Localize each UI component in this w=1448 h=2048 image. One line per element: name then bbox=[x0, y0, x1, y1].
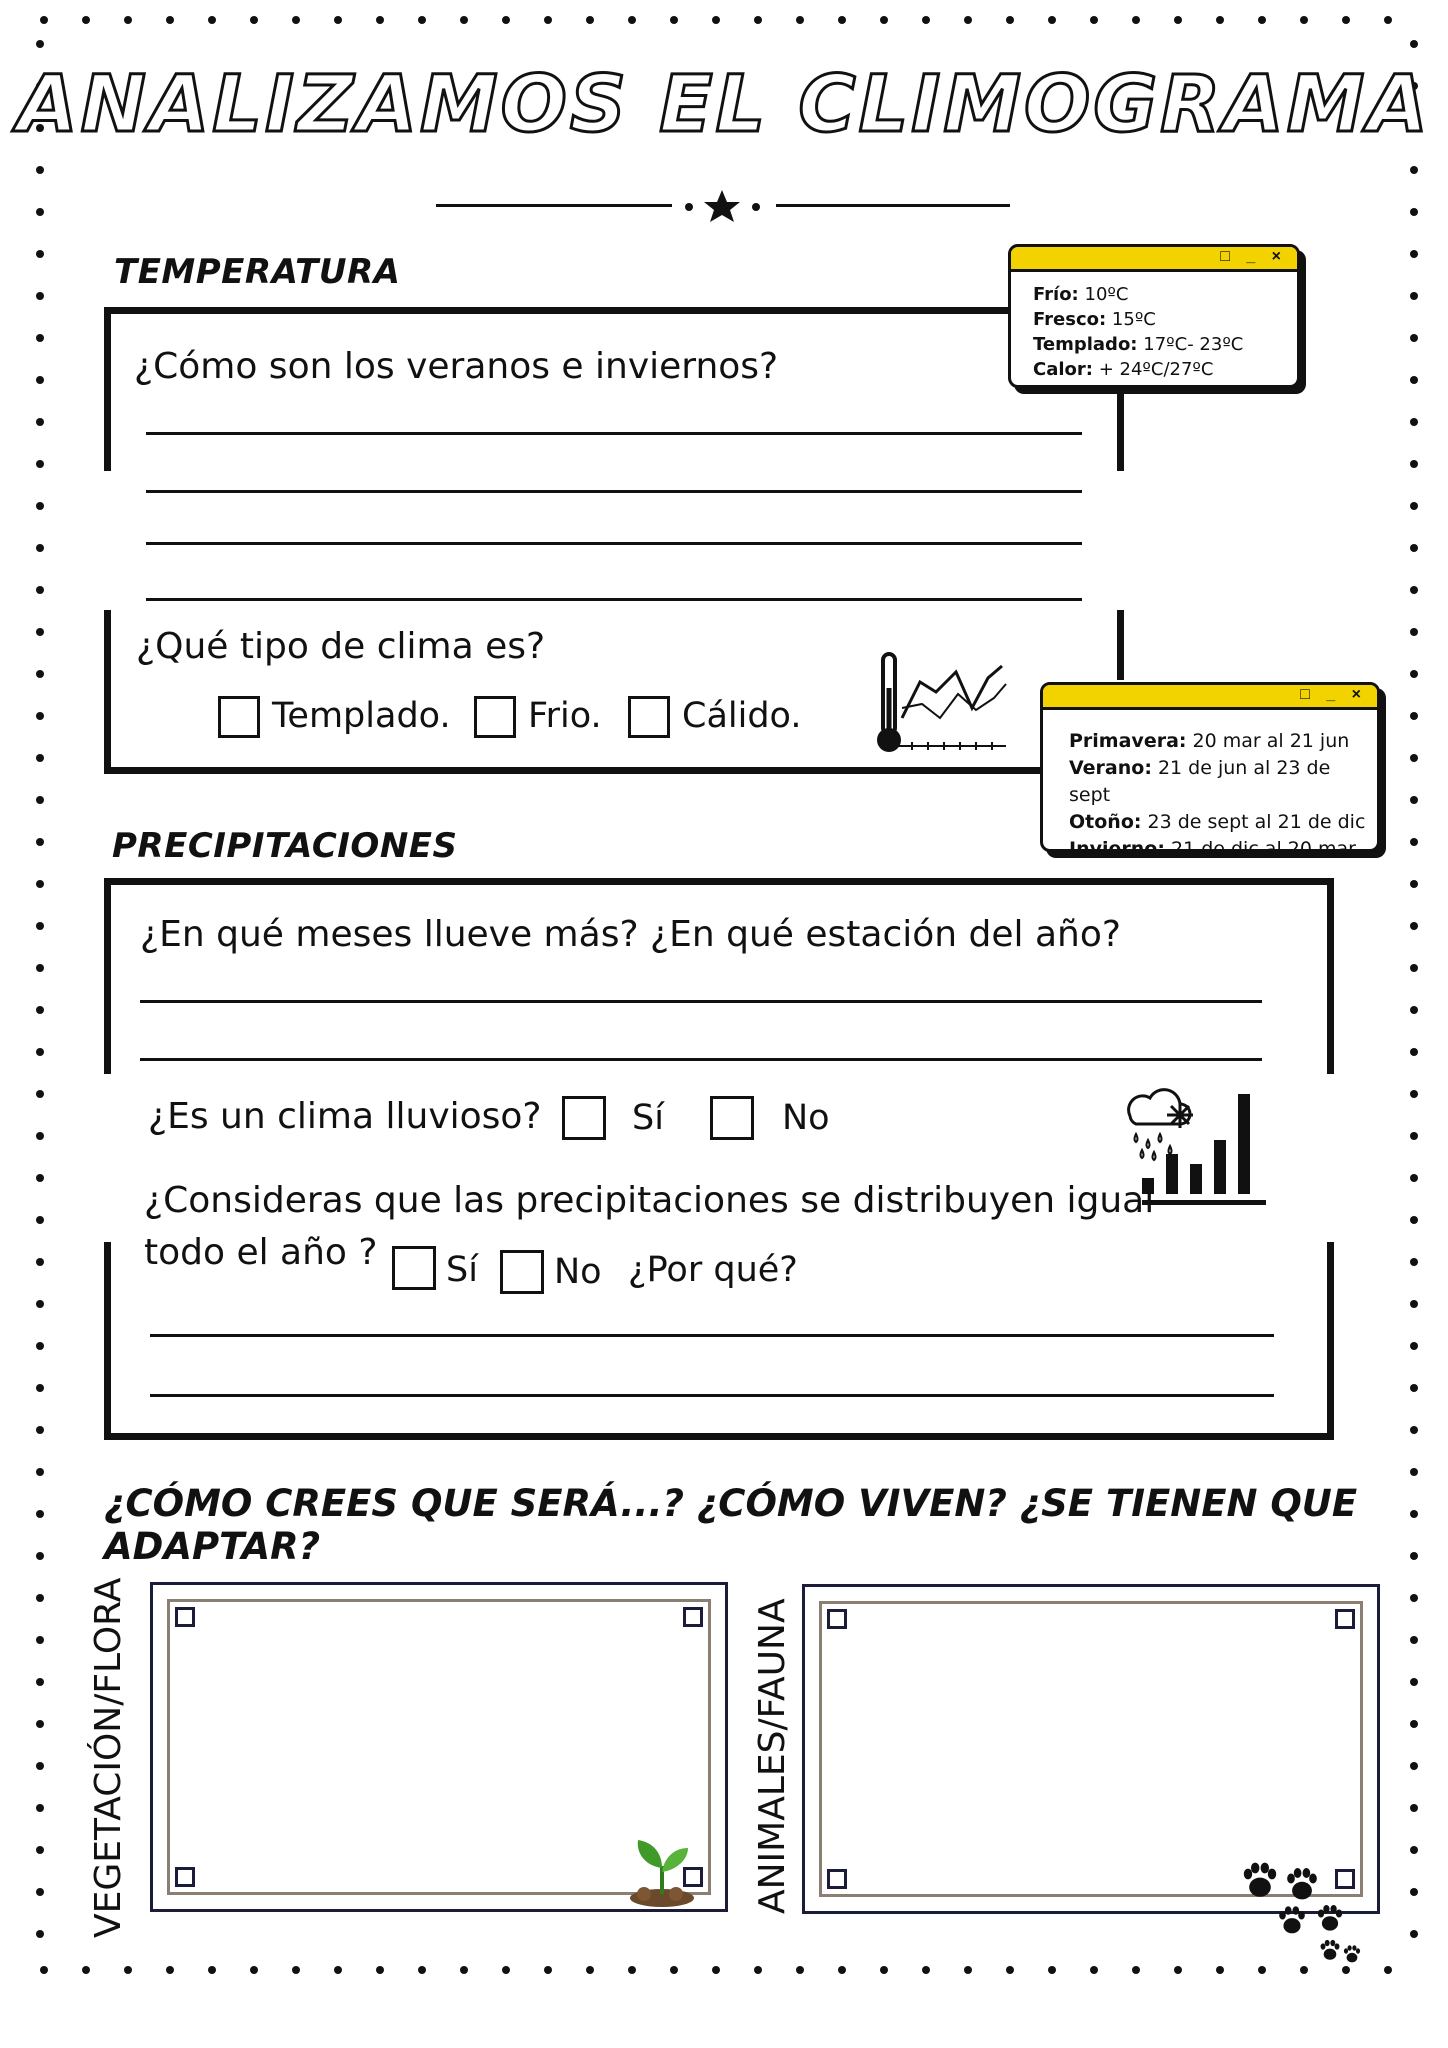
frame-corner bbox=[175, 1607, 195, 1627]
border-dot bbox=[40, 1966, 48, 1974]
border-dot bbox=[1410, 1090, 1418, 1098]
border-dot bbox=[1410, 1048, 1418, 1056]
temp-row bbox=[1033, 332, 1297, 357]
separator-line-left bbox=[436, 204, 672, 207]
border-dot bbox=[166, 16, 174, 24]
border-dot bbox=[1410, 1426, 1418, 1434]
option-rainy-no: No bbox=[782, 1098, 830, 1138]
border-dot bbox=[1410, 460, 1418, 468]
border-dot bbox=[36, 250, 44, 258]
border-dot bbox=[670, 1966, 678, 1974]
border-dot bbox=[1410, 880, 1418, 888]
border-dot bbox=[36, 1258, 44, 1266]
border-dot bbox=[36, 376, 44, 384]
bracket-top bbox=[104, 307, 1122, 314]
border-dot bbox=[1410, 670, 1418, 678]
frame-corner bbox=[1335, 1609, 1355, 1629]
border-dot bbox=[36, 1132, 44, 1140]
border-dot bbox=[1410, 964, 1418, 972]
border-dot bbox=[754, 1966, 762, 1974]
checkbox-calido[interactable] bbox=[628, 696, 670, 738]
border-dot bbox=[1410, 418, 1418, 426]
border-dot bbox=[544, 1966, 552, 1974]
border-dot bbox=[1410, 1384, 1418, 1392]
border-dot bbox=[1048, 1966, 1056, 1974]
border-dot bbox=[964, 1966, 972, 1974]
border-dot bbox=[1410, 1804, 1418, 1812]
option-distribution-no: No bbox=[554, 1252, 602, 1292]
border-dot bbox=[250, 1966, 258, 1974]
border-dot bbox=[36, 964, 44, 972]
border-dot bbox=[1300, 16, 1308, 24]
border-dot bbox=[36, 1846, 44, 1854]
border-dot bbox=[36, 418, 44, 426]
border-dot bbox=[1410, 1216, 1418, 1224]
border-dot bbox=[334, 16, 342, 24]
border-dot bbox=[670, 16, 678, 24]
bracket-left bbox=[104, 1242, 111, 1440]
answer-line[interactable] bbox=[146, 432, 1082, 435]
temp-value: 10ºC bbox=[1078, 284, 1129, 305]
border-dot bbox=[208, 1966, 216, 1974]
border-dot bbox=[36, 1594, 44, 1602]
border-dot bbox=[922, 1966, 930, 1974]
border-dot bbox=[880, 16, 888, 24]
page-title: ANALIZAMOS EL CLIMOGRAMA bbox=[17, 60, 1431, 150]
border-dot bbox=[1258, 16, 1266, 24]
border-dot bbox=[1300, 1966, 1308, 1974]
border-dot bbox=[1216, 16, 1224, 24]
border-dot bbox=[1410, 1930, 1418, 1938]
border-dot bbox=[1410, 1258, 1418, 1266]
star-divider-icon bbox=[680, 186, 770, 226]
border-dot bbox=[1410, 544, 1418, 552]
border-dot bbox=[36, 1090, 44, 1098]
border-dot bbox=[1410, 1006, 1418, 1014]
border-dot bbox=[838, 16, 846, 24]
border-dot bbox=[1410, 1636, 1418, 1644]
temp-label: Templado: bbox=[1033, 334, 1138, 355]
border-dot bbox=[36, 1720, 44, 1728]
border-dot bbox=[36, 460, 44, 468]
border-dot bbox=[82, 1966, 90, 1974]
border-dot bbox=[36, 1216, 44, 1224]
question-summers-winters: ¿Cómo son los veranos e inviernos? bbox=[134, 346, 779, 387]
border-dot bbox=[124, 16, 132, 24]
temperature-reference-window bbox=[1008, 244, 1300, 388]
border-dot bbox=[1410, 796, 1418, 804]
season-row bbox=[1069, 728, 1377, 755]
temp-label: Calor: bbox=[1033, 359, 1093, 380]
border-dot bbox=[544, 16, 552, 24]
border-dot bbox=[1090, 1966, 1098, 1974]
border-dot bbox=[1410, 1300, 1418, 1308]
border-dot bbox=[712, 1966, 720, 1974]
border-dot bbox=[1132, 16, 1140, 24]
border-dot bbox=[36, 880, 44, 888]
season-label: Otoño: bbox=[1069, 811, 1142, 833]
border-dot bbox=[1410, 292, 1418, 300]
sprout-icon bbox=[626, 1832, 698, 1908]
paw-prints-icon bbox=[1240, 1858, 1390, 1964]
season-label: Primavera: bbox=[1069, 730, 1187, 752]
border-dot bbox=[1258, 1966, 1266, 1974]
border-dot bbox=[712, 16, 720, 24]
border-dot bbox=[36, 754, 44, 762]
border-dot bbox=[1410, 1342, 1418, 1350]
season-value: 21 de dic al 20 mar bbox=[1164, 838, 1356, 860]
temp-value: 15ºC bbox=[1106, 309, 1156, 330]
border-dot bbox=[1410, 1678, 1418, 1686]
season-row bbox=[1069, 836, 1377, 863]
temperatura-heading: TEMPERATURA bbox=[114, 252, 401, 292]
border-dot bbox=[1410, 40, 1418, 48]
border-dot bbox=[1410, 586, 1418, 594]
border-dot bbox=[292, 1966, 300, 1974]
border-dot bbox=[838, 1966, 846, 1974]
season-dates-window bbox=[1040, 682, 1380, 860]
option-calido: Cálido. bbox=[682, 696, 802, 736]
border-dot bbox=[1410, 376, 1418, 384]
border-dot bbox=[36, 1426, 44, 1434]
border-dot bbox=[628, 16, 636, 24]
adaptation-heading: ¿CÓMO CREES QUE SERÁ...? ¿CÓMO VIVEN? ¿SE TIENEN QUE ADAPTAR? bbox=[104, 1482, 1358, 1568]
border-dot bbox=[36, 712, 44, 720]
option-frio: Frio. bbox=[528, 696, 602, 736]
border-dot bbox=[36, 502, 44, 510]
border-dot bbox=[586, 1966, 594, 1974]
answer-line[interactable] bbox=[146, 598, 1082, 601]
border-dot bbox=[36, 208, 44, 216]
separator-line-right bbox=[776, 204, 1010, 207]
border-dot bbox=[36, 1048, 44, 1056]
border-dot bbox=[1384, 16, 1392, 24]
border-dot bbox=[460, 16, 468, 24]
border-dot bbox=[124, 1966, 132, 1974]
checkbox-rainy-no[interactable] bbox=[710, 1096, 754, 1140]
border-dot bbox=[36, 1636, 44, 1644]
border-dot bbox=[36, 586, 44, 594]
border-dot bbox=[1410, 628, 1418, 636]
border-dot bbox=[1006, 16, 1014, 24]
temp-row bbox=[1033, 307, 1297, 332]
answer-line[interactable] bbox=[150, 1334, 1274, 1337]
border-dot bbox=[36, 334, 44, 342]
border-dot bbox=[36, 1342, 44, 1350]
border-dot bbox=[1342, 16, 1350, 24]
border-dot bbox=[1090, 16, 1098, 24]
border-dot bbox=[628, 1966, 636, 1974]
question-distribution: ¿Consideras que las precipitaciones se distribuyen igual bbox=[144, 1180, 1155, 1221]
question-why: ¿Por qué? bbox=[628, 1250, 798, 1290]
border-dot bbox=[36, 1804, 44, 1812]
border-dot bbox=[1006, 1966, 1014, 1974]
border-dot bbox=[36, 922, 44, 930]
border-dot bbox=[502, 16, 510, 24]
border-dot bbox=[1132, 1966, 1140, 1974]
temp-label: Frío: bbox=[1033, 284, 1079, 305]
border-dot bbox=[36, 1678, 44, 1686]
animals-label: ANIMALES/FAUNA bbox=[752, 1598, 793, 1914]
vegetation-label: VEGETACIÓN/FLORA bbox=[88, 1577, 129, 1938]
border-dot bbox=[36, 1552, 44, 1560]
thermometer-line-chart-icon bbox=[872, 648, 1012, 756]
border-dot bbox=[334, 1966, 342, 1974]
border-dot bbox=[1174, 1966, 1182, 1974]
border-dot bbox=[1410, 1594, 1418, 1602]
temp-value: + 24ºC/27ºC bbox=[1092, 359, 1214, 380]
bracket-top bbox=[104, 878, 1334, 885]
border-dot bbox=[1410, 1846, 1418, 1854]
border-dot bbox=[1410, 250, 1418, 258]
border-dot bbox=[1410, 1762, 1418, 1770]
border-dot bbox=[208, 16, 216, 24]
season-row bbox=[1069, 809, 1377, 836]
border-dot bbox=[36, 40, 44, 48]
border-dot bbox=[1410, 838, 1418, 846]
border-dot bbox=[36, 1762, 44, 1770]
option-rainy-yes: Sí bbox=[632, 1098, 664, 1138]
border-dot bbox=[36, 1468, 44, 1476]
border-dot bbox=[36, 796, 44, 804]
border-dot bbox=[1216, 1966, 1224, 1974]
frame-corner bbox=[827, 1609, 847, 1629]
season-label: Invierno: bbox=[1069, 838, 1165, 860]
season-label: Verano: bbox=[1069, 757, 1152, 779]
frame-corner bbox=[175, 1867, 195, 1887]
window-controls[interactable]: □ _ × bbox=[1043, 685, 1377, 710]
border-dot bbox=[36, 838, 44, 846]
border-dot bbox=[1410, 754, 1418, 762]
border-dot bbox=[36, 1888, 44, 1896]
question-rainy-climate: ¿Es un clima lluvioso? bbox=[148, 1096, 542, 1137]
border-dot bbox=[36, 628, 44, 636]
border-dot bbox=[36, 1930, 44, 1938]
border-dot bbox=[36, 1300, 44, 1308]
bracket-left bbox=[104, 610, 111, 774]
option-templado: Templado. bbox=[272, 696, 451, 736]
border-dot bbox=[376, 1966, 384, 1974]
checkbox-distribution-no[interactable] bbox=[500, 1250, 544, 1294]
border-dot bbox=[1048, 16, 1056, 24]
season-row bbox=[1069, 755, 1377, 809]
temp-value: 17ºC- 23ºC bbox=[1137, 334, 1244, 355]
border-dot bbox=[460, 1966, 468, 1974]
bracket-bottom bbox=[104, 767, 1048, 774]
bracket-right bbox=[1117, 610, 1124, 680]
border-dot bbox=[292, 16, 300, 24]
border-dot bbox=[1410, 166, 1418, 174]
season-value: 23 de sept al 21 de dic bbox=[1141, 811, 1366, 833]
border-dot bbox=[1410, 334, 1418, 342]
bracket-right bbox=[1327, 1242, 1334, 1440]
border-dot bbox=[502, 1966, 510, 1974]
border-dot bbox=[586, 16, 594, 24]
border-dot bbox=[36, 1174, 44, 1182]
border-dot bbox=[1410, 1132, 1418, 1140]
bracket-left bbox=[104, 878, 111, 1074]
border-dot bbox=[1342, 1966, 1350, 1974]
border-dot bbox=[36, 670, 44, 678]
border-dot bbox=[166, 1966, 174, 1974]
frame-corner bbox=[827, 1869, 847, 1889]
border-dot bbox=[1410, 922, 1418, 930]
border-dot bbox=[82, 16, 90, 24]
temp-row bbox=[1033, 357, 1297, 382]
border-dot bbox=[754, 16, 762, 24]
border-dot bbox=[250, 16, 258, 24]
checkbox-templado[interactable] bbox=[218, 696, 260, 738]
answer-line[interactable] bbox=[146, 490, 1082, 493]
border-dot bbox=[418, 1966, 426, 1974]
border-dot bbox=[40, 16, 48, 24]
answer-line[interactable] bbox=[140, 1000, 1262, 1003]
answer-line[interactable] bbox=[140, 1058, 1262, 1061]
border-dot bbox=[36, 1510, 44, 1518]
border-dot bbox=[796, 1966, 804, 1974]
window-controls[interactable]: □ _ × bbox=[1011, 247, 1297, 272]
border-dot bbox=[964, 16, 972, 24]
bracket-bottom bbox=[104, 1433, 1334, 1440]
frame-corner bbox=[683, 1607, 703, 1627]
option-distribution-yes: Sí bbox=[446, 1250, 478, 1290]
border-dot bbox=[880, 1966, 888, 1974]
bracket-left bbox=[104, 307, 111, 471]
border-dot bbox=[36, 1006, 44, 1014]
checkbox-rainy-yes[interactable] bbox=[562, 1096, 606, 1140]
border-dot bbox=[922, 16, 930, 24]
border-dot bbox=[1410, 712, 1418, 720]
question-rainy-months: ¿En qué meses llueve más? ¿En qué estación del año? bbox=[140, 914, 1121, 955]
border-dot bbox=[796, 16, 804, 24]
answer-line[interactable] bbox=[146, 542, 1082, 545]
bracket-right bbox=[1327, 878, 1334, 1074]
border-dot bbox=[1410, 1468, 1418, 1476]
border-dot bbox=[418, 16, 426, 24]
border-dot bbox=[36, 292, 44, 300]
border-dot bbox=[1410, 1888, 1418, 1896]
border-dot bbox=[1174, 16, 1182, 24]
precipitaciones-heading: PRECIPITACIONES bbox=[112, 826, 458, 866]
border-dot bbox=[1410, 208, 1418, 216]
temp-row bbox=[1033, 282, 1297, 307]
border-dot bbox=[1410, 1174, 1418, 1182]
border-dot bbox=[1410, 502, 1418, 510]
border-dot bbox=[376, 16, 384, 24]
question-distribution-cont: todo el año ? bbox=[144, 1232, 378, 1273]
checkbox-frio[interactable] bbox=[474, 696, 516, 738]
season-value: 20 mar al 21 jun bbox=[1186, 730, 1350, 752]
temp-label: Fresco: bbox=[1033, 309, 1107, 330]
question-climate-type: ¿Qué tipo de clima es? bbox=[136, 626, 546, 667]
answer-line[interactable] bbox=[150, 1394, 1274, 1397]
season-value: 21 de jun al 23 de sept bbox=[1069, 757, 1331, 806]
border-dot bbox=[36, 166, 44, 174]
border-dot bbox=[36, 544, 44, 552]
border-dot bbox=[1410, 1720, 1418, 1728]
border-dot bbox=[36, 1384, 44, 1392]
border-dot bbox=[1384, 1966, 1392, 1974]
checkbox-distribution-yes[interactable] bbox=[392, 1246, 436, 1290]
